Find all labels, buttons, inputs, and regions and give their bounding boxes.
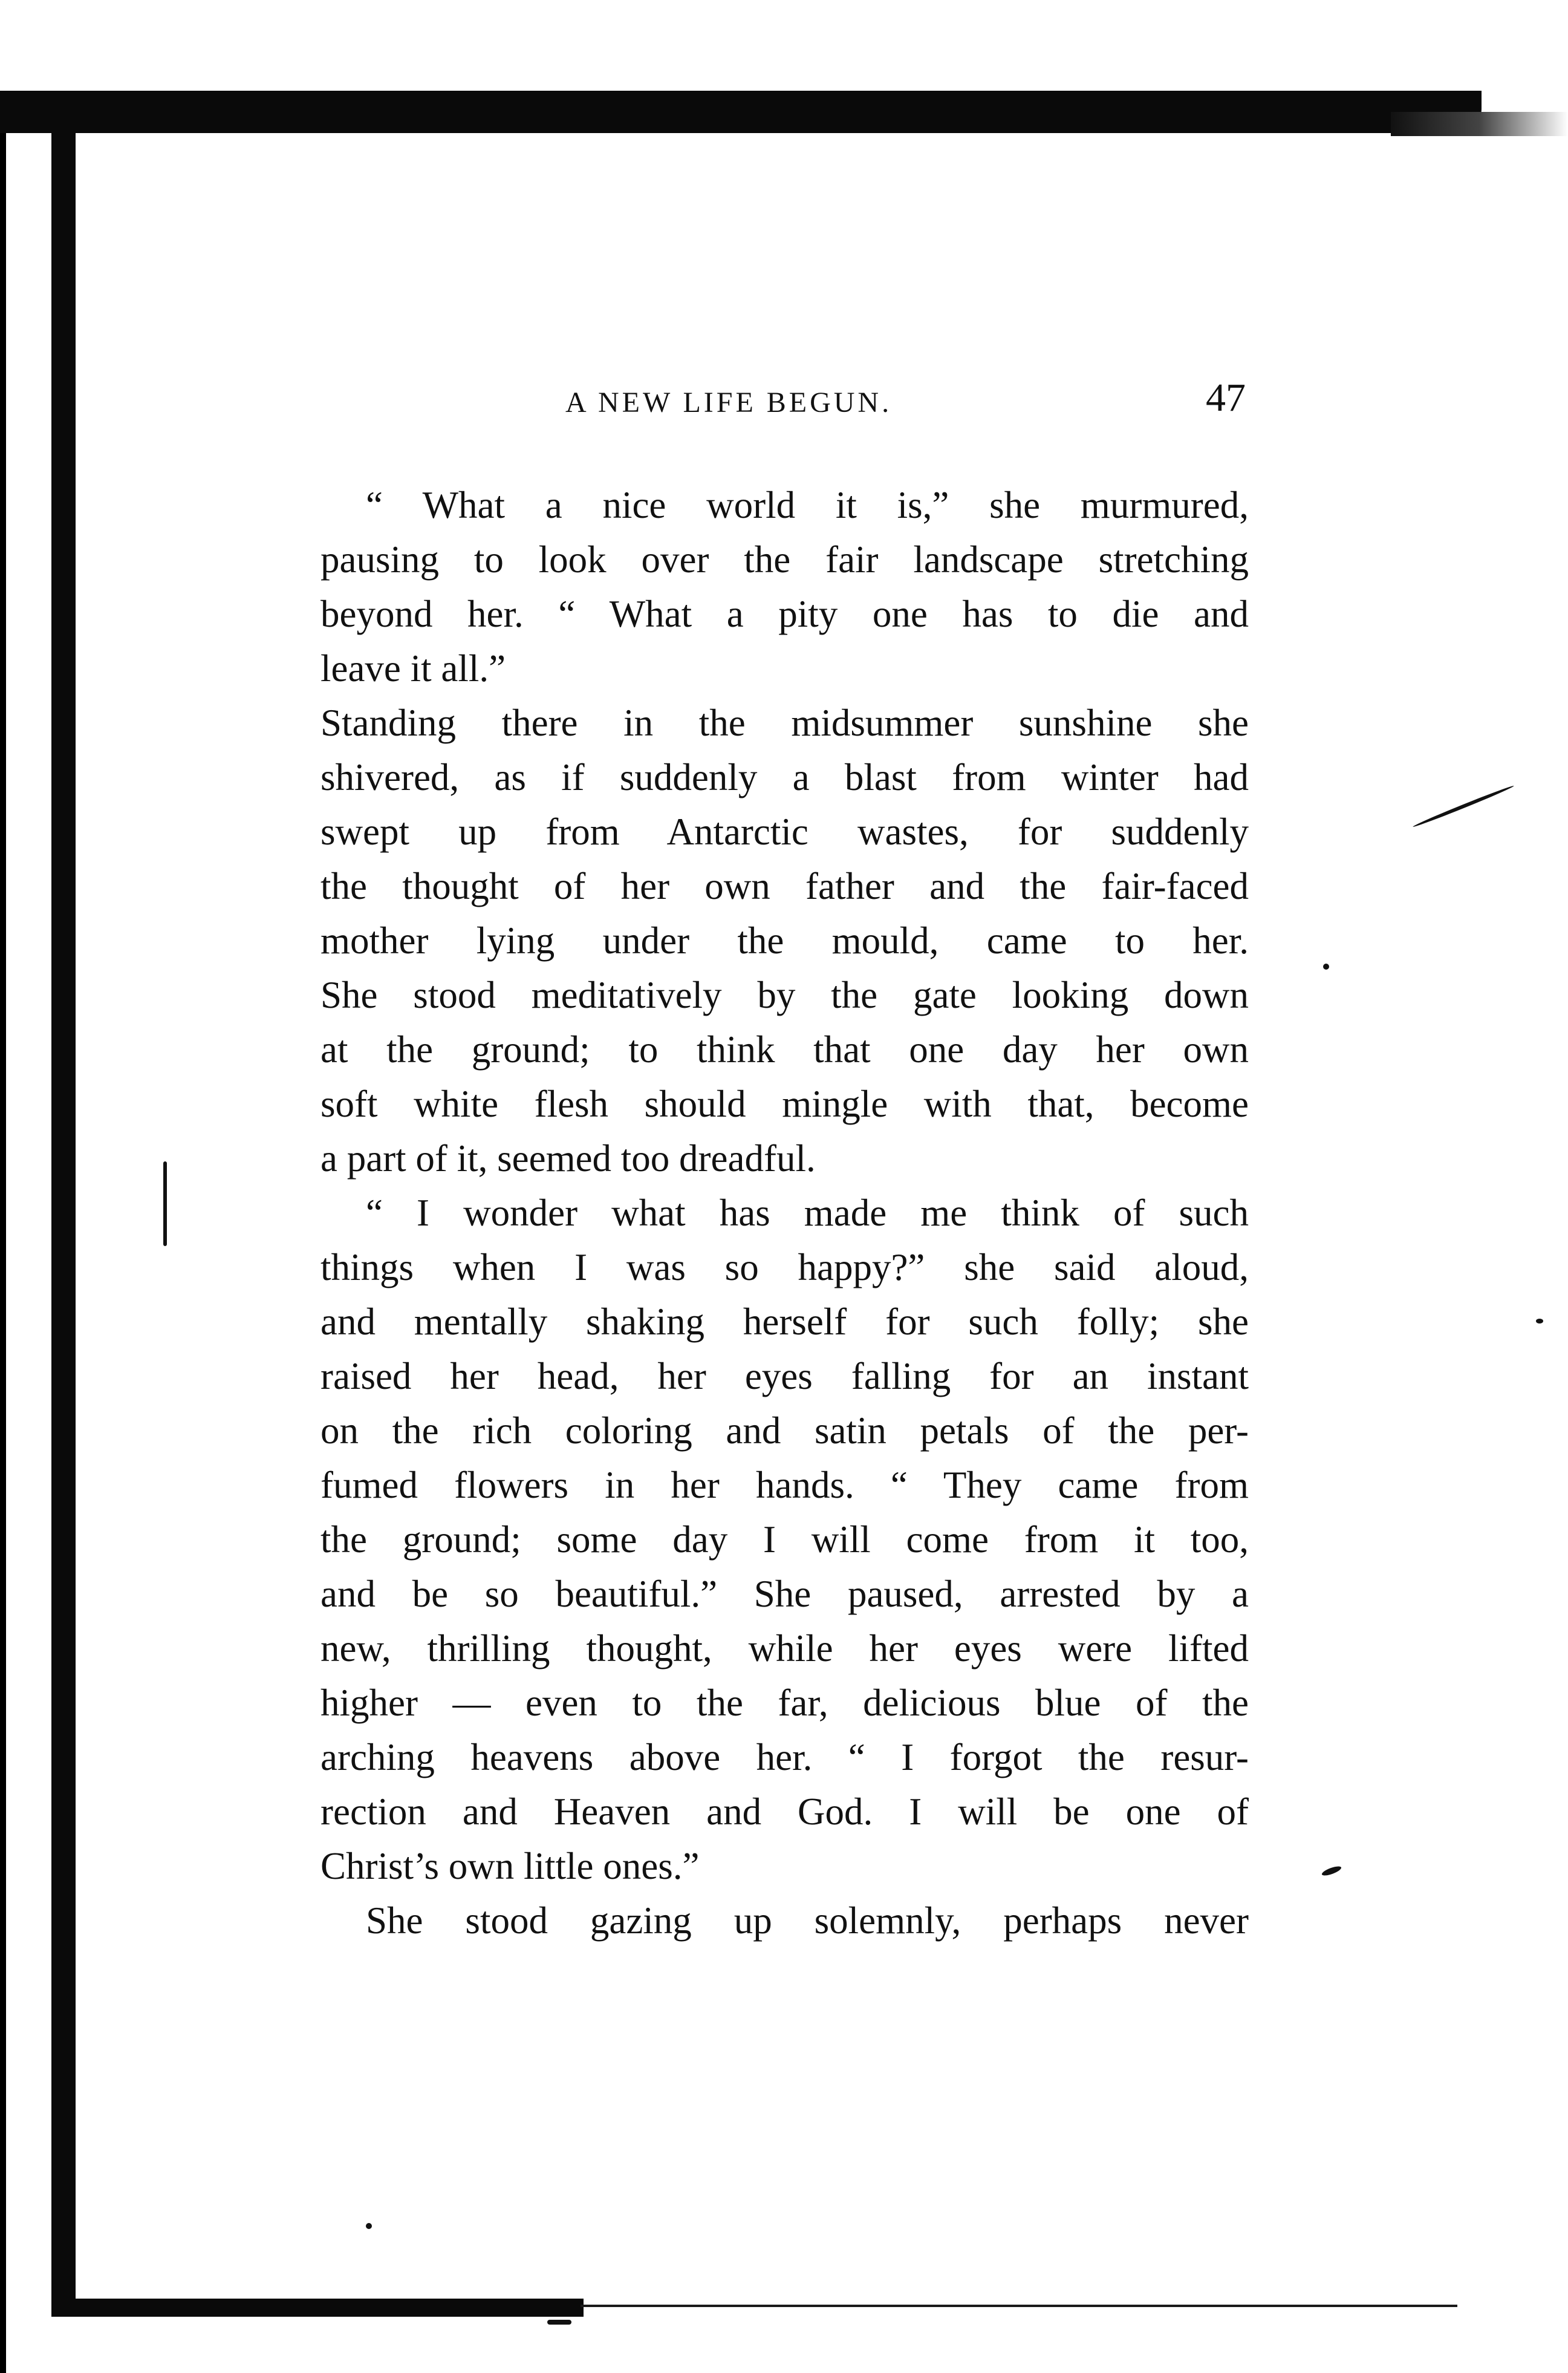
- text-line: raised her head, her eyes falling for an instant: [320, 1355, 1249, 1397]
- text-line: new, thrilling thought, while her eyes were lifted: [320, 1627, 1249, 1670]
- text-line: rection and Heaven and God. I will be one of: [320, 1790, 1249, 1833]
- page-number: 47: [1206, 376, 1246, 420]
- scan-edge-bottom-line: [581, 2305, 1457, 2307]
- text-line: leave it all.”: [320, 647, 506, 690]
- scan-edge-left: [51, 91, 76, 2299]
- body-text: [320, 478, 1249, 1948]
- text-line: a part of it, seemed too dreadful.: [320, 1137, 816, 1180]
- text-line: at the ground; to think that one day her own: [320, 1028, 1249, 1071]
- text-line: beyond her. “ What a pity one has to die and: [320, 593, 1249, 635]
- text-line: Christ’s own little ones.”: [320, 1845, 700, 1887]
- text-line: “ I wonder what has made me think of such: [366, 1192, 1249, 1234]
- text-line: fumed flowers in her hands. “ They came from: [320, 1464, 1249, 1506]
- text-line: arching heavens above her. “ I forgot the resur-: [320, 1736, 1249, 1778]
- text-line: swept up from Antarctic wastes, for suddenly: [320, 811, 1249, 853]
- text-line: soft white flesh should mingle with that, become: [320, 1083, 1249, 1125]
- scan-edge-left-outer: [0, 91, 6, 2373]
- text-line: “ What a nice world it is,” she murmured,: [366, 484, 1249, 526]
- text-line: mother lying under the mould, came to her.: [320, 919, 1249, 962]
- text-line: on the rich coloring and satin petals of the per-: [320, 1409, 1249, 1452]
- text-line: and be so beautiful.” She paused, arrested by a: [320, 1573, 1249, 1615]
- running-title: A NEW LIFE BEGUN.: [565, 387, 893, 419]
- text-line: Standing there in the midsummer sunshine she: [320, 702, 1249, 744]
- scan-edge-bottom: [51, 2299, 584, 2317]
- scan-edge-top: [0, 91, 1482, 133]
- text-line: She stood gazing up solemnly, perhaps never: [366, 1899, 1249, 1942]
- text-line: and mentally shaking herself for such folly; she: [320, 1301, 1249, 1343]
- text-line: pausing to look over the fair landscape stretching: [320, 538, 1249, 581]
- scan-edge-top-fade: [1391, 112, 1568, 136]
- text-line: things when I was so happy?” she said aloud,: [320, 1246, 1249, 1288]
- text-line: the thought of her own father and the fair-faced: [320, 865, 1249, 907]
- text-line: the ground; some day I will come from it too,: [320, 1518, 1249, 1561]
- text-line: shivered, as if suddenly a blast from winter had: [320, 756, 1249, 798]
- text-line: She stood meditatively by the gate looking down: [320, 974, 1249, 1016]
- text-line: higher — even to the far, delicious blue of the: [320, 1682, 1249, 1724]
- running-head: [320, 375, 1246, 423]
